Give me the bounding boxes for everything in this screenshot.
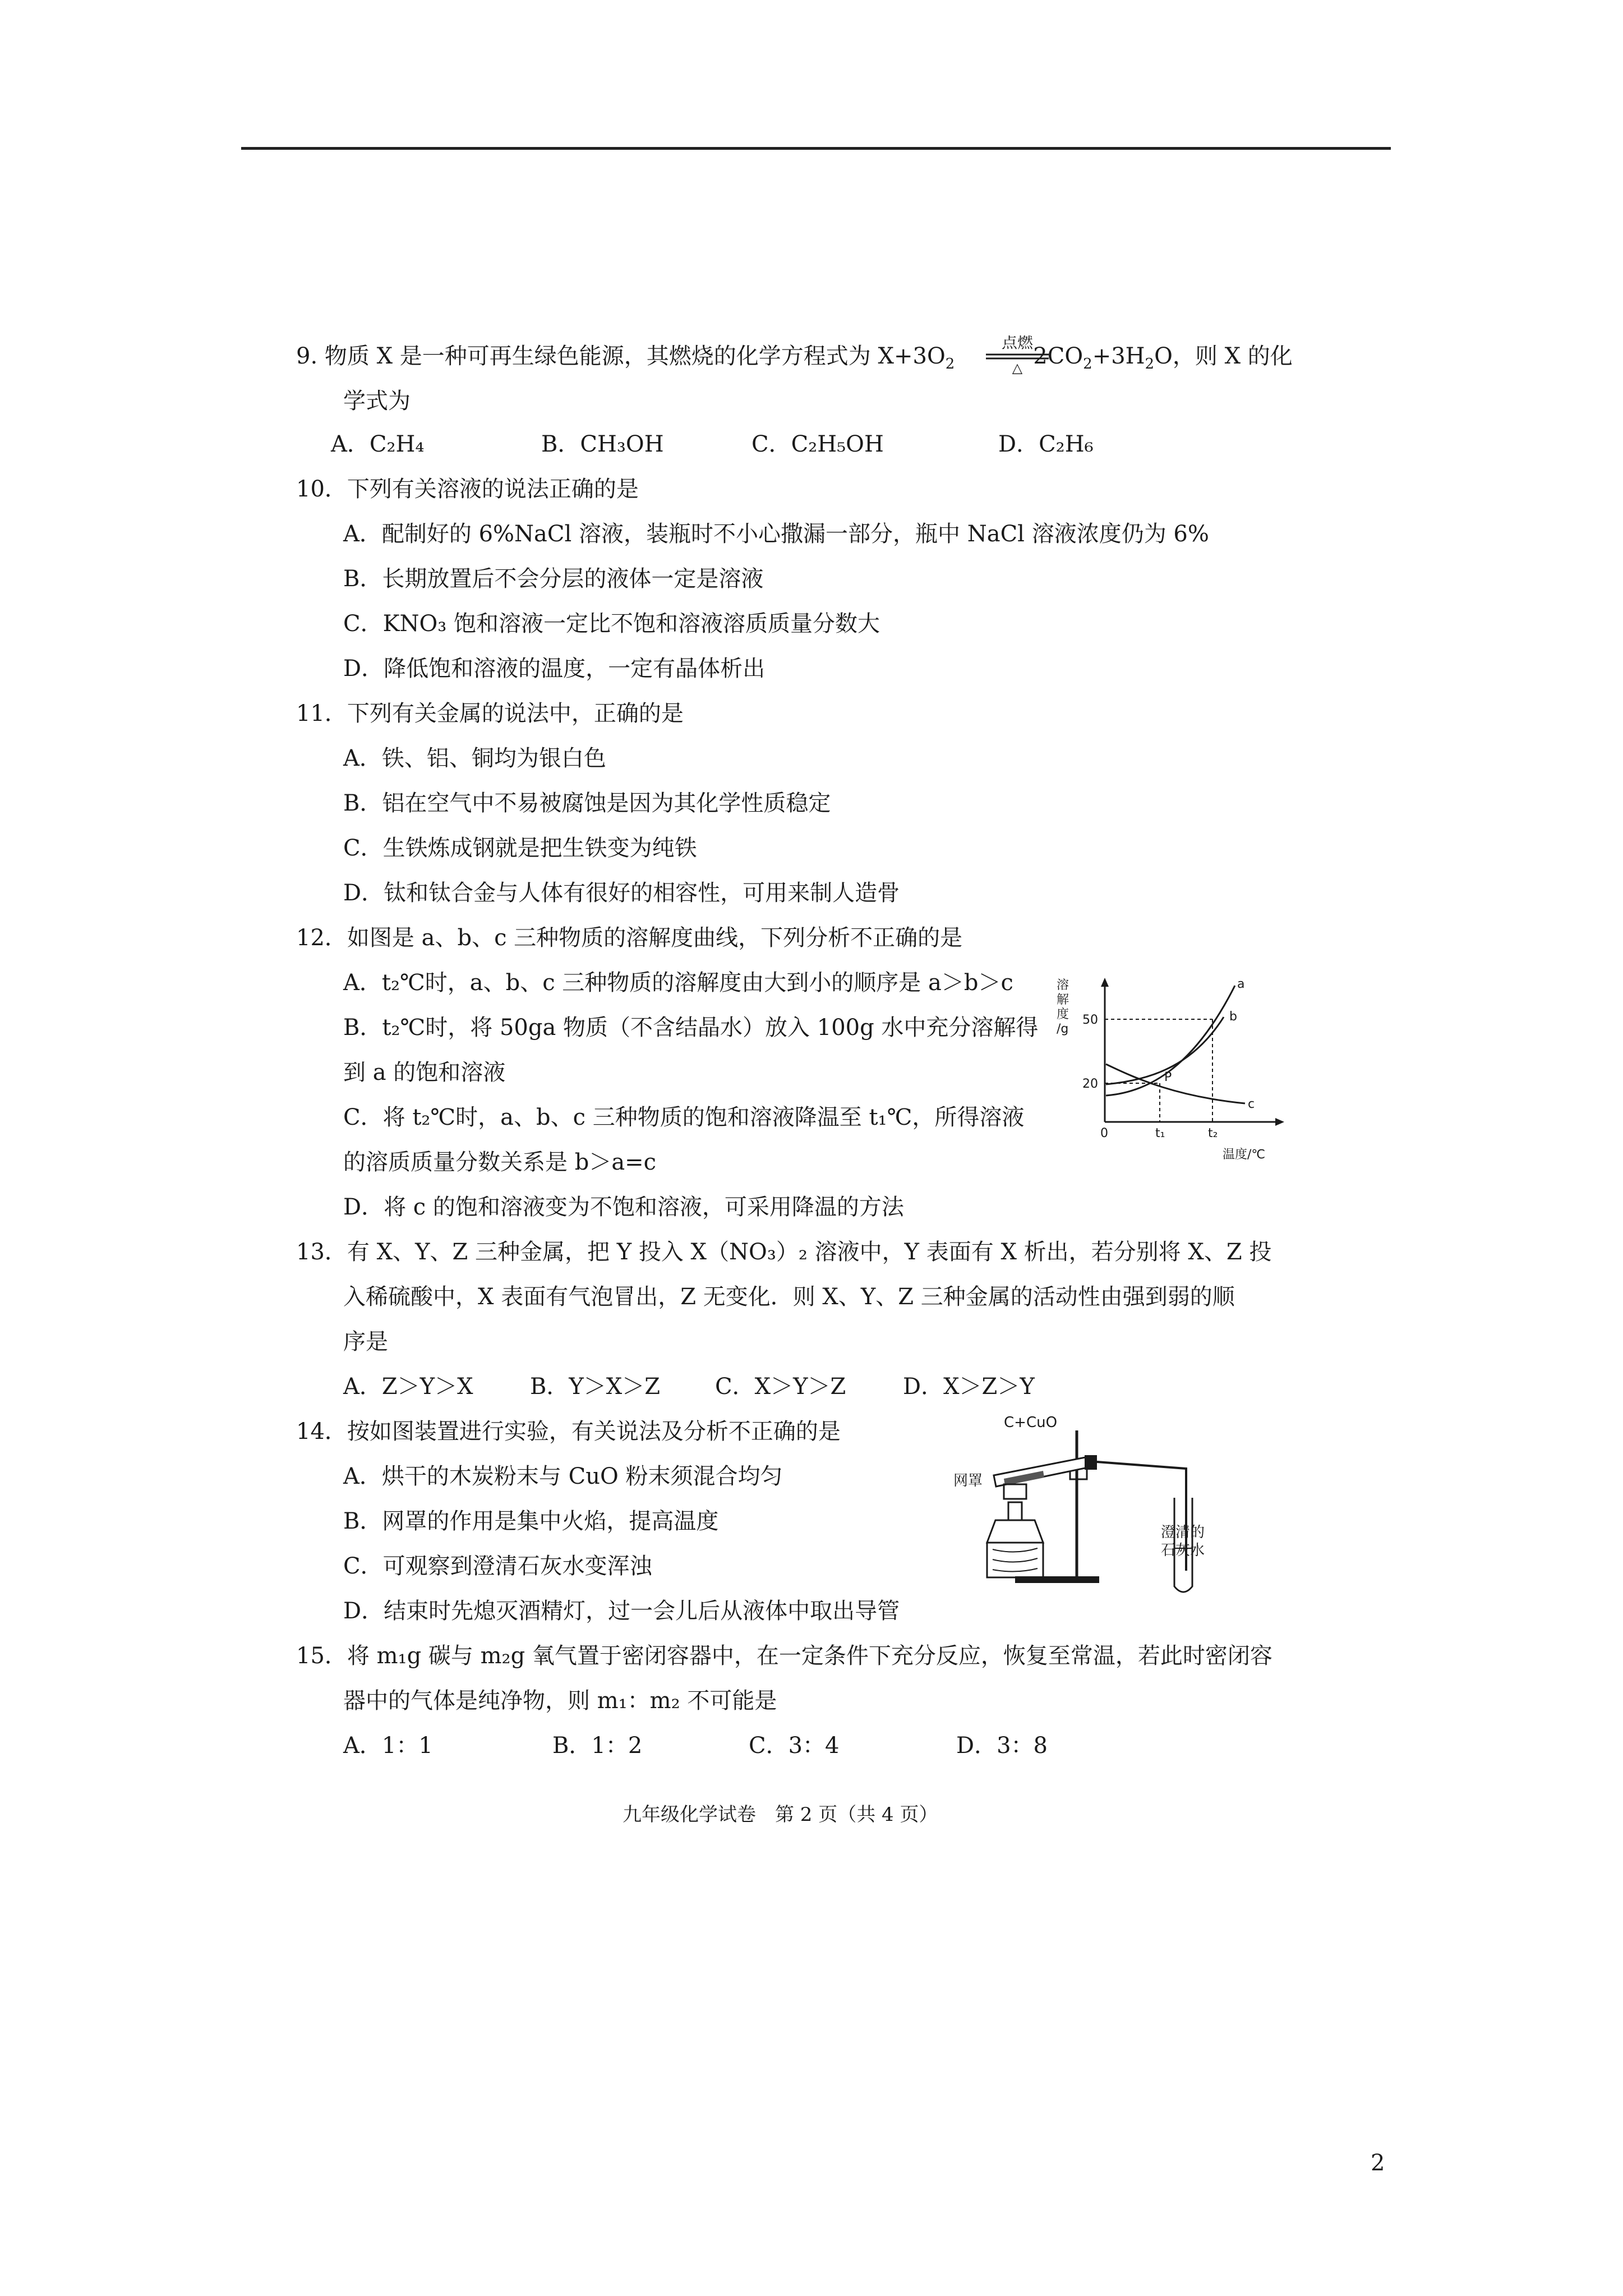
q12-option-c-2: 的溶质质量分数关系是 b＞a=c: [343, 1149, 657, 1175]
xtick-t2: t₂: [1208, 1126, 1218, 1140]
q12-option-d: D．将 c 的饱和溶液变为不饱和溶液，可采用降温的方法: [343, 1194, 904, 1220]
q11-option-b: B．铝在空气中不易被腐蚀是因为其化学性质稳定: [343, 790, 831, 816]
q9-text-d: O，则 X 的化: [1154, 343, 1293, 369]
q13-option-c: C．X＞Y＞Z: [715, 1374, 846, 1400]
curve-a-label: a: [1237, 977, 1245, 991]
q15-line1: 15．将 m₁g 碳与 m₂g 氧气置于密闭容器中，在一定条件下充分反应，恢复至常温，若此时密闭容: [296, 1643, 1272, 1669]
label-c-cuo: C+CuO: [1004, 1414, 1058, 1431]
q15-option-d: D．3：8: [956, 1733, 1048, 1759]
cond-top: 点燃: [1001, 335, 1034, 352]
xtick-t1: t₁: [1155, 1126, 1165, 1140]
solubility-curve-figure: [1054, 973, 1290, 1172]
q9-option-a: A．C₂H₄: [331, 431, 425, 457]
ytick-20: 20: [1082, 1077, 1098, 1091]
cond-bottom: △: [1012, 360, 1023, 375]
q11-option-a: A．铁、铝、铜均为银白色: [343, 746, 606, 771]
q12-option-a: A．t₂℃时，a、b、c 三种物质的溶解度由大到小的顺序是 a＞b＞c: [343, 970, 1013, 996]
q11-option-c: C．生铁炼成钢就是把生铁变为纯铁: [343, 835, 697, 861]
q9-text-b: 2CO: [1033, 343, 1083, 369]
q13-option-a: A．Z＞Y＞X: [343, 1374, 473, 1400]
q14-option-d: D．结束时先熄灭酒精灯，过一会儿后从液体中取出导管: [343, 1598, 900, 1624]
q14-stem: 14．按如图装置进行实验，有关说法及分析不正确的是: [296, 1419, 841, 1444]
q10-option-b: B．长期放置后不会分层的液体一定是溶液: [343, 566, 764, 592]
curve-c-label: c: [1248, 1097, 1255, 1111]
q12-option-b-1: B．t₂℃时，将 50ga 物质（不含结晶水）放入 100g 水中充分溶解得: [343, 1015, 1039, 1041]
ytick-50: 50: [1082, 1013, 1098, 1027]
q11-stem: 11．下列有关金属的说法中，正确的是: [296, 701, 684, 726]
q10-option-d: D．降低饱和溶液的温度，一定有晶体析出: [343, 656, 766, 682]
q13-line3: 序是: [343, 1329, 388, 1355]
label-gauze: 网罩: [953, 1473, 983, 1489]
q9-text-c: +3H: [1092, 343, 1145, 369]
label-limewater-1: 澄清的: [1161, 1524, 1205, 1541]
q14-option-a: A．烘干的木炭粉末与 CuO 粉末须混合均匀: [343, 1464, 783, 1489]
q15-option-a: A．1：1: [343, 1733, 433, 1759]
q9-line2: 学式为: [343, 388, 411, 414]
q11-option-d: D．钛和钛合金与人体有很好的相容性，可用来制人造骨: [343, 880, 900, 906]
q10-option-c: C．KNO₃ 饱和溶液一定比不饱和溶液溶质质量分数大: [343, 611, 880, 637]
q13-line2: 入稀硫酸中，X 表面有气泡冒出，Z 无变化．则 X、Y、Z 三种金属的活动性由强到弱的顺: [343, 1284, 1235, 1310]
q9-option-d: D．C₂H₆: [998, 431, 1094, 457]
q14-option-c: C．可观察到澄清石灰水变浑浊: [343, 1553, 652, 1579]
q14-option-b: B．网罩的作用是集中火焰，提高温度: [343, 1508, 719, 1534]
q13-line1: 13．有 X、Y、Z 三种金属，把 Y 投入 X（NO₃）₂ 溶液中，Y 表面有 X 析出，若分别将 X、Z 投: [296, 1239, 1272, 1265]
curve-b-label: b: [1229, 1010, 1237, 1024]
point-p-label: P: [1164, 1070, 1172, 1084]
q12-option-b-2: 到 a 的饱和溶液: [343, 1060, 506, 1085]
q15-line2: 器中的气体是纯净物，则 m₁：m₂ 不可能是: [343, 1688, 777, 1714]
reaction-condition: [984, 335, 1051, 375]
q9-option-c: C．C₂H₅OH: [751, 431, 884, 457]
q15-option-b: B．1：2: [552, 1733, 643, 1759]
q15-option-c: C．3：4: [749, 1733, 840, 1759]
ylabel-char-2: 解: [1057, 993, 1069, 1007]
ylabel-char-1: 溶: [1057, 978, 1069, 992]
curve-c: [1106, 1064, 1245, 1103]
ylabel-char-3: 度: [1057, 1007, 1069, 1022]
q9-option-b: B．CH₃OH: [541, 431, 664, 457]
header-rule: [241, 147, 1391, 150]
q10-option-a: A．配制好的 6%NaCl 溶液，装瓶时不小心撒漏一部分，瓶中 NaCl 溶液浓度仍为 6%: [343, 521, 1209, 547]
apparatus-figure: [948, 1408, 1262, 1599]
q13-option-d: D．X＞Z＞Y: [903, 1374, 1035, 1400]
q12-option-c-1: C．将 t₂℃时，a、b、c 三种物质的饱和溶液降温至 t₁℃，所得溶液: [343, 1105, 1025, 1130]
q9-text-a: 9. 物质 X 是一种可再生绿色能源，其燃烧的化学方程式为 X+3O: [296, 343, 946, 369]
page-footer: 九年级化学试卷 第 2 页（共 4 页）: [623, 1803, 938, 1826]
q10-stem: 10．下列有关溶液的说法正确的是: [296, 476, 639, 502]
alcohol-lamp: [987, 1520, 1043, 1543]
label-limewater-2: 石灰水: [1161, 1542, 1205, 1559]
page-number: 2: [1371, 2150, 1385, 2176]
xlabel: 温度/℃: [1223, 1148, 1266, 1162]
q9-line1: 9. 物质 X 是一种可再生绿色能源，其燃烧的化学方程式为 $X+3O_2$ $2CO_2+3H_2O$，则 X 的化: [296, 343, 1293, 372]
gauze: [1004, 1484, 1026, 1499]
q13-option-b: B．Y＞X＞Z: [530, 1374, 661, 1400]
q12-stem: 12．如图是 a、b、c 三种物质的溶解度曲线，下列分析不正确的是: [296, 925, 963, 951]
xtick-0: 0: [1100, 1126, 1108, 1140]
ylabel-char-4: /g: [1057, 1022, 1069, 1036]
